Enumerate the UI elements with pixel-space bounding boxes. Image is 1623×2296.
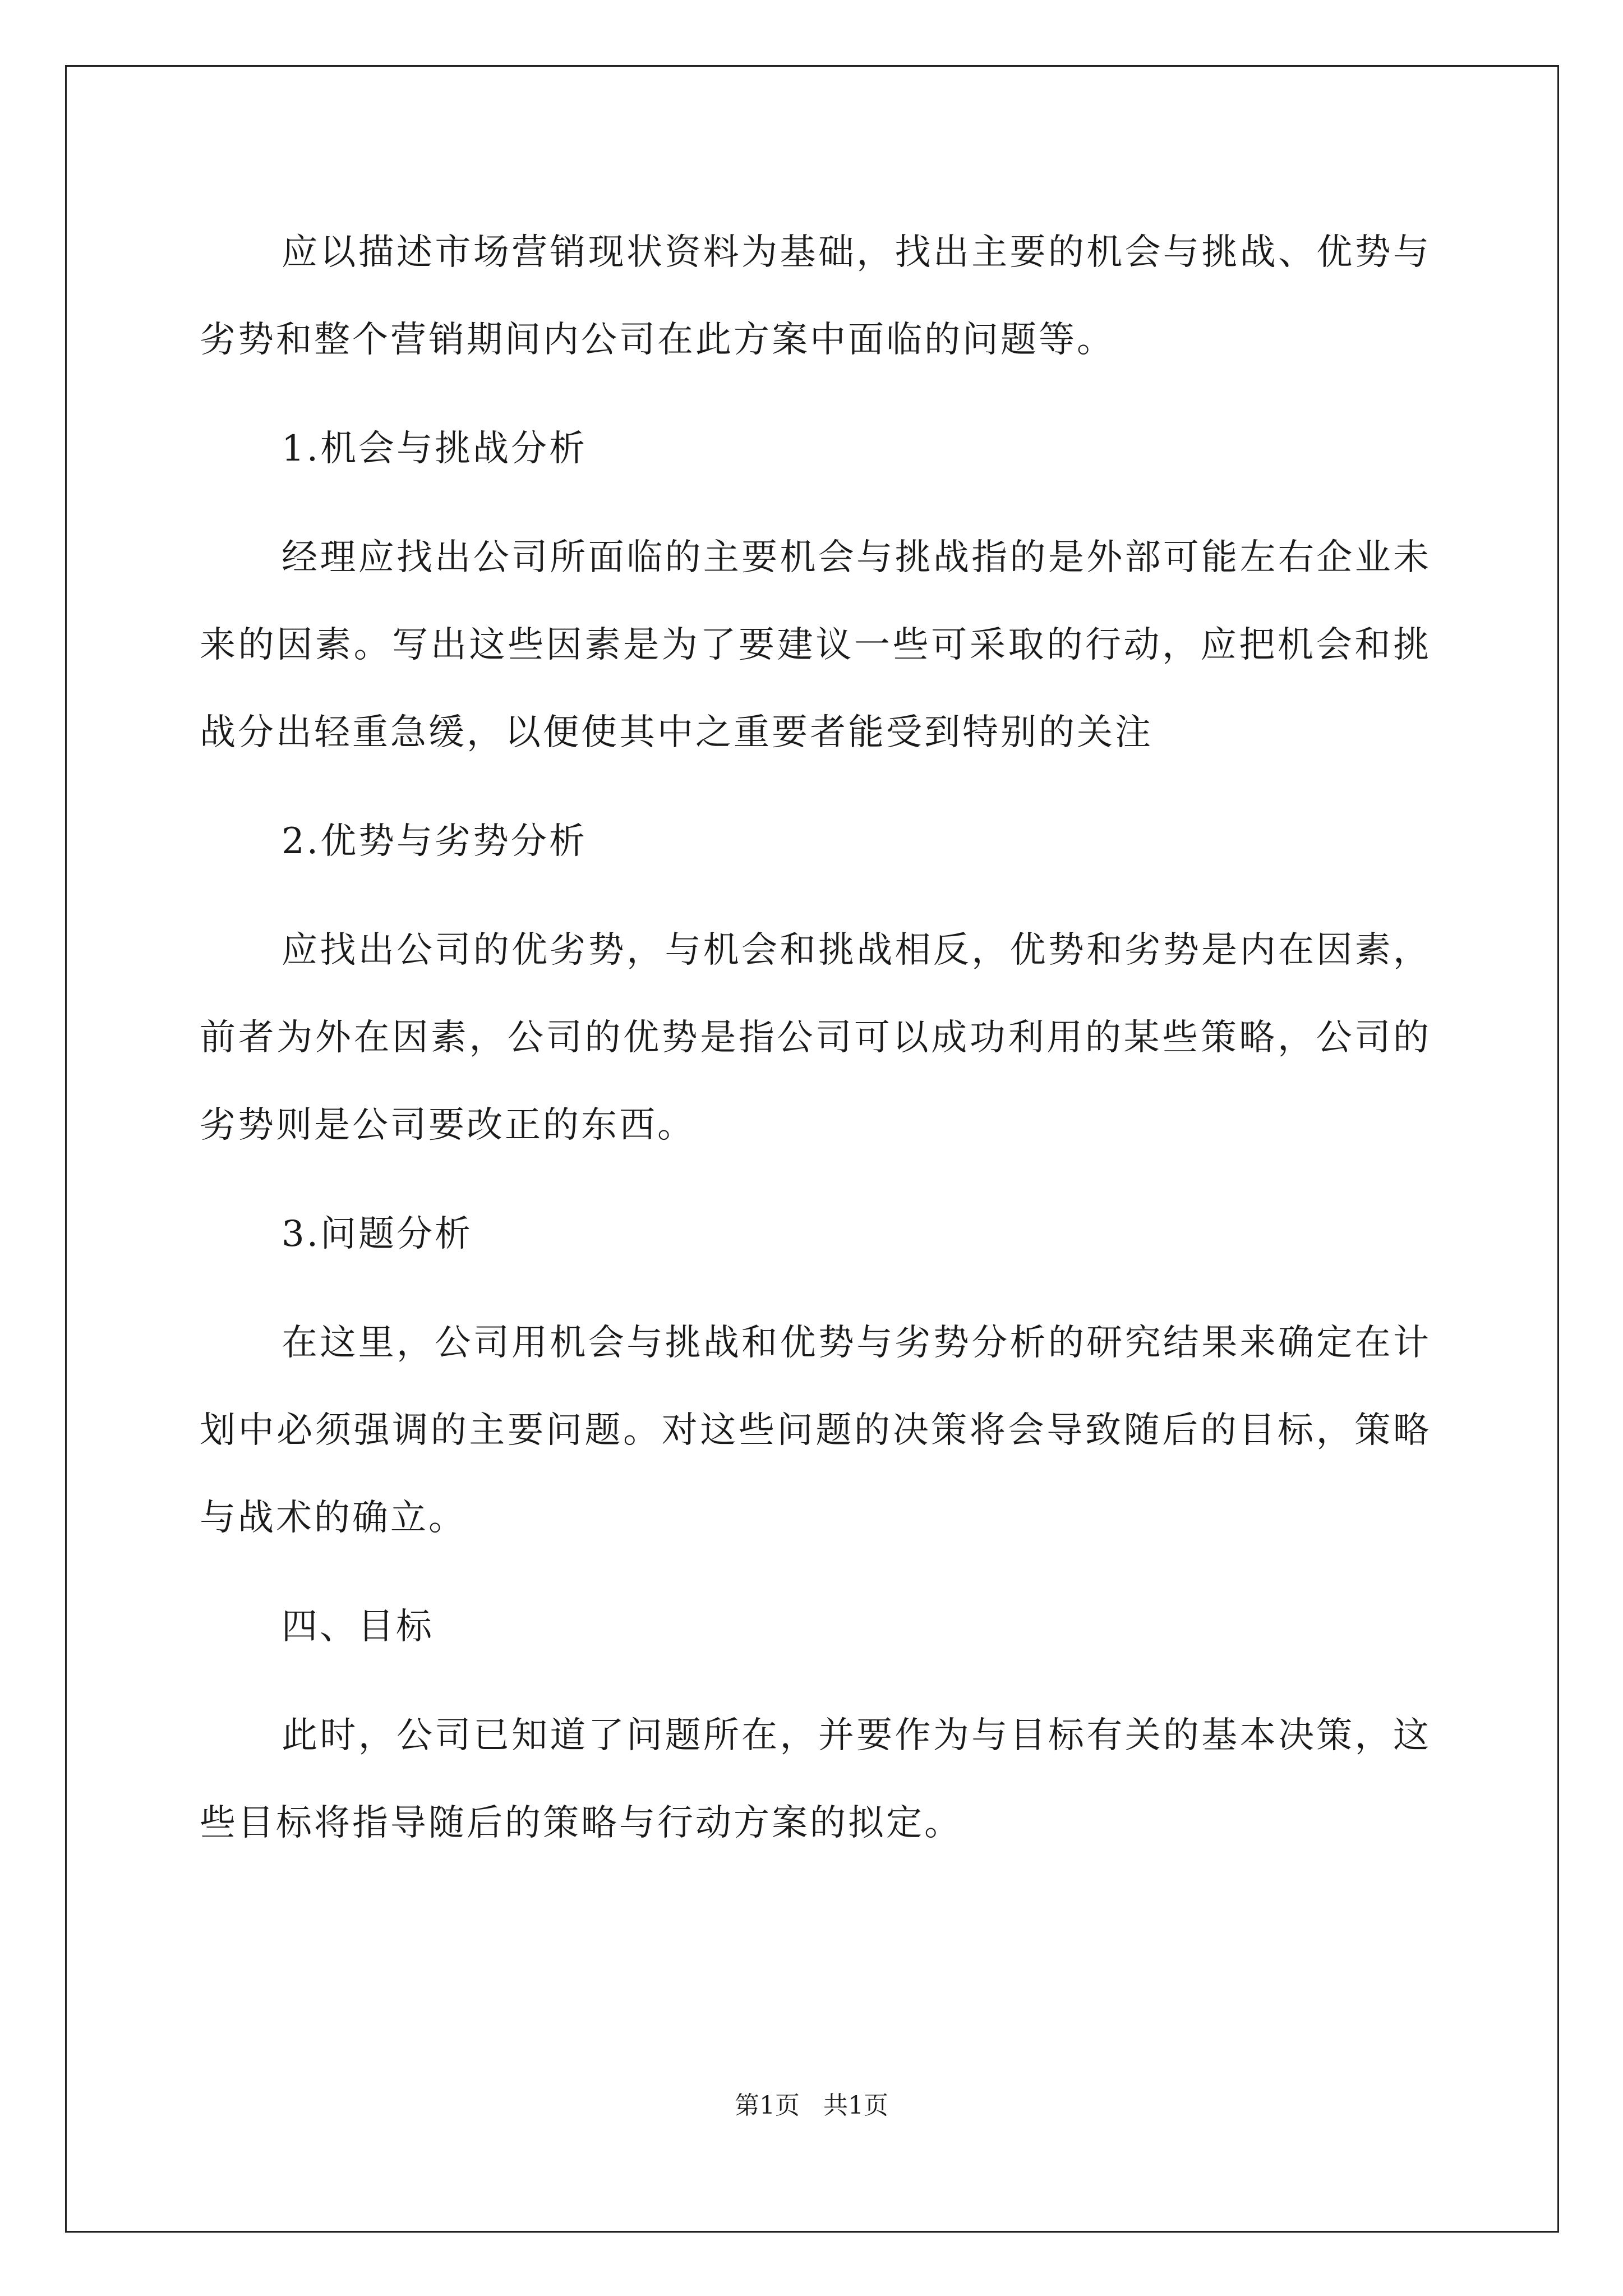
paragraph-objectives: 此时，公司已知道了问题所在，并要作为与目标有关的基本决策，这些目标将指导随后的策略与行动方案的拟定。 [200, 1715, 1431, 1844]
heading-strength-weakness: 2.优势与劣势分析 [282, 821, 588, 862]
paragraph-intro: 应以描述市场营销现状资料为基础，找出主要的机会与挑战、优势与劣势和整个营销期间内公司在此方案中面临的问题等。 [200, 232, 1431, 361]
paragraph-problem-analysis: 在这里，公司用机会与挑战和优势与劣势分析的研究结果来确定在计划中必须强调的主要问题。对这些问题的决策将会导致随后的目标，策略与战术的确立。 [200, 1322, 1431, 1539]
heading-objectives: 四、目标 [282, 1606, 434, 1648]
page-number: 第1页 [735, 2091, 800, 2120]
document-body [200, 209, 1431, 1888]
heading-problem-analysis: 3.问题分析 [282, 1213, 473, 1255]
paragraph-strength-weakness: 应找出公司的优劣势，与机会和挑战相反，优势和劣势是内在因素，前者为外在因素，公司的优势是指公司可以成功利用的某些策略，公司的劣势则是公司要改正的东西。 [200, 930, 1431, 1146]
paragraph-opportunity-challenge: 经理应找出公司所面临的主要机会与挑战指的是外部可能左右企业未来的因素。写出这些因素是为了要建议一些可采取的行动，应把机会和挑战分出轻重急缓，以便使其中之重要者能受到特别的关注 [200, 537, 1431, 753]
page-footer [0, 2089, 1623, 2123]
heading-opportunity-challenge: 1.机会与挑战分析 [282, 428, 588, 470]
page-total: 共1页 [823, 2091, 888, 2120]
